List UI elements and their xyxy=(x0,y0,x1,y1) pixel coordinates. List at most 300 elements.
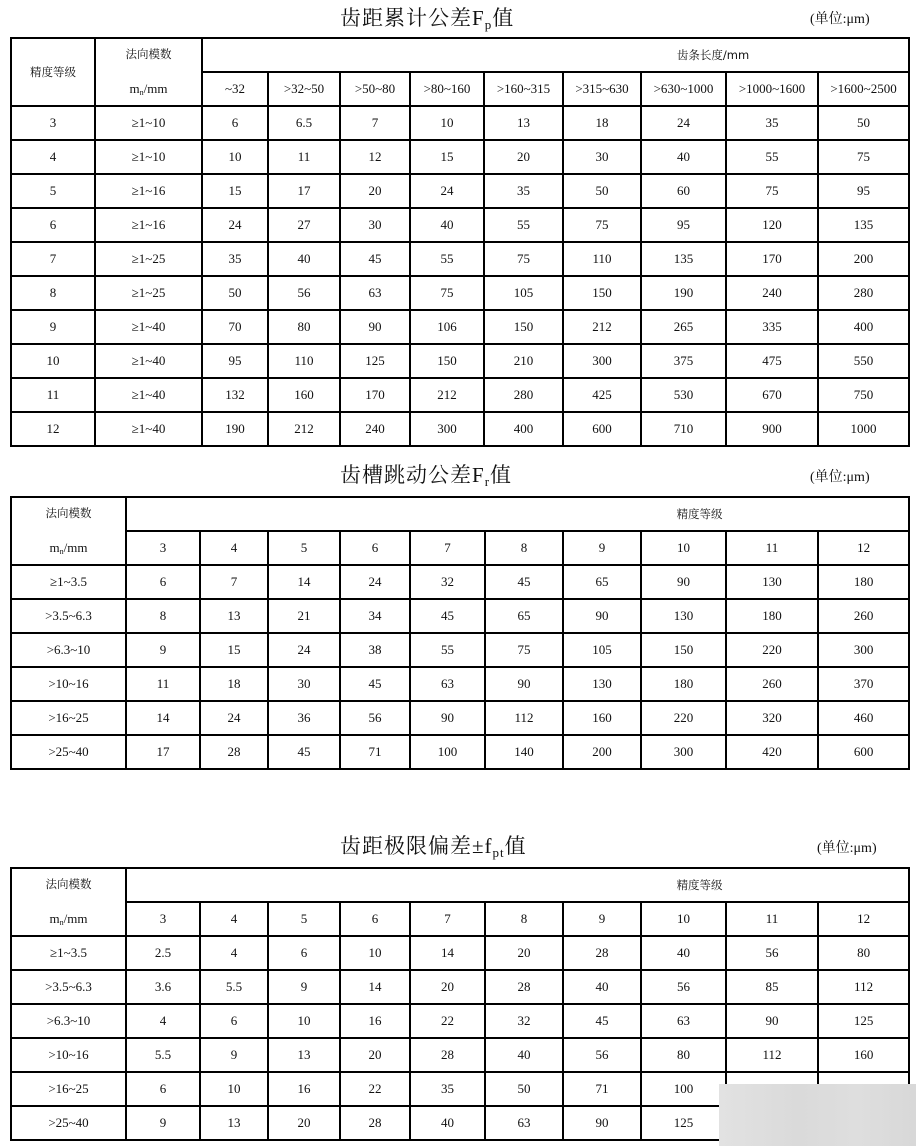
value-cell: 6 xyxy=(200,1004,268,1038)
value-cell: 90 xyxy=(410,701,485,735)
value-cell: 14 xyxy=(340,970,410,1004)
module-cell: ≥1~3.5 xyxy=(11,936,126,970)
value-cell: 160 xyxy=(563,701,641,735)
value-cell: 56 xyxy=(641,970,726,1004)
value-cell: 50 xyxy=(202,276,268,310)
value-cell: 40 xyxy=(485,1038,563,1072)
value-cell: 6 xyxy=(202,106,268,140)
value-cell: 280 xyxy=(484,378,563,412)
value-cell: 28 xyxy=(563,936,641,970)
value-cell: 20 xyxy=(340,174,410,208)
column-header: >50~80 xyxy=(340,72,410,106)
value-cell: 900 xyxy=(726,412,818,446)
value-cell: 170 xyxy=(726,242,818,276)
value-cell: 300 xyxy=(410,412,484,446)
table3-title-sub: pt xyxy=(492,845,505,860)
value-cell: 18 xyxy=(563,106,641,140)
value-cell: 90 xyxy=(340,310,410,344)
value-cell: 45 xyxy=(340,242,410,276)
value-cell: 7 xyxy=(200,565,268,599)
table-row xyxy=(11,970,909,1004)
value-cell: 24 xyxy=(202,208,268,242)
value-cell: 13 xyxy=(200,599,268,633)
value-cell: 12 xyxy=(340,140,410,174)
grade-cell: 5 xyxy=(11,174,95,208)
table-row xyxy=(11,735,909,769)
value-cell: 55 xyxy=(410,633,485,667)
value-cell: 100 xyxy=(410,735,485,769)
value-cell: 40 xyxy=(641,140,726,174)
grade-cell: 4 xyxy=(11,140,95,174)
value-cell: 38 xyxy=(340,633,410,667)
value-cell: 32 xyxy=(485,1004,563,1038)
value-cell: 750 xyxy=(818,378,909,412)
value-cell: 24 xyxy=(268,633,340,667)
value-cell: 9 xyxy=(200,1038,268,1072)
table3-unit: (单位:μm) xyxy=(817,841,877,856)
grade-cell: 11 xyxy=(11,378,95,412)
value-cell: 550 xyxy=(818,344,909,378)
value-cell: 180 xyxy=(818,565,909,599)
grade-cell: 8 xyxy=(11,276,95,310)
table-row xyxy=(11,701,909,735)
value-cell: 24 xyxy=(200,701,268,735)
value-cell: 55 xyxy=(410,242,484,276)
value-cell: 11 xyxy=(268,140,340,174)
value-cell: 10 xyxy=(202,140,268,174)
value-cell: 2.5 xyxy=(126,936,200,970)
table-row xyxy=(11,174,909,208)
table-row xyxy=(11,633,909,667)
value-cell: 710 xyxy=(641,412,726,446)
value-cell: 20 xyxy=(268,1106,340,1140)
table3-title xyxy=(340,830,527,861)
table-row xyxy=(11,106,909,140)
column-header: 12 xyxy=(818,531,909,565)
value-cell: 40 xyxy=(268,242,340,276)
value-cell: 100 xyxy=(641,1072,726,1106)
module-cell: >3.5~6.3 xyxy=(11,599,126,633)
table1-unit: (单位:μm) xyxy=(810,12,870,27)
value-cell: 9 xyxy=(126,1106,200,1140)
value-cell: 400 xyxy=(818,310,909,344)
value-cell: 22 xyxy=(410,1004,485,1038)
value-cell: 110 xyxy=(268,344,340,378)
value-cell: 375 xyxy=(641,344,726,378)
value-cell: 200 xyxy=(818,242,909,276)
value-cell: 63 xyxy=(340,276,410,310)
value-cell: 212 xyxy=(563,310,641,344)
value-cell: 6.5 xyxy=(268,106,340,140)
value-cell: 125 xyxy=(340,344,410,378)
module-cell: >10~16 xyxy=(11,1038,126,1072)
value-cell: 160 xyxy=(818,1038,909,1072)
table-row xyxy=(11,208,909,242)
table1-title-text: 齿距累计公差 xyxy=(340,6,472,30)
column-header: >32~50 xyxy=(268,72,340,106)
value-cell: 56 xyxy=(268,276,340,310)
value-cell: 36 xyxy=(268,701,340,735)
value-cell: 80 xyxy=(818,936,909,970)
value-cell: 17 xyxy=(268,174,340,208)
value-cell: 55 xyxy=(726,140,818,174)
table-row xyxy=(11,667,909,701)
value-cell: 35 xyxy=(484,174,563,208)
column-header: 9 xyxy=(563,531,641,565)
value-cell: 6 xyxy=(268,936,340,970)
value-cell: 112 xyxy=(726,1038,818,1072)
value-cell: 60 xyxy=(641,174,726,208)
value-cell: 180 xyxy=(641,667,726,701)
value-cell: 280 xyxy=(818,276,909,310)
value-cell: 34 xyxy=(340,599,410,633)
value-cell: 530 xyxy=(641,378,726,412)
value-cell: 10 xyxy=(268,1004,340,1038)
value-cell: 300 xyxy=(563,344,641,378)
value-cell: 370 xyxy=(818,667,909,701)
value-cell: 28 xyxy=(200,735,268,769)
value-cell: 30 xyxy=(268,667,340,701)
value-cell: 16 xyxy=(340,1004,410,1038)
value-cell: 212 xyxy=(268,412,340,446)
value-cell: 35 xyxy=(202,242,268,276)
column-header: 8 xyxy=(485,902,563,936)
column-header: >80~160 xyxy=(410,72,484,106)
column-header: 4 xyxy=(200,902,268,936)
column-header: 5 xyxy=(268,531,340,565)
value-cell: 21 xyxy=(268,599,340,633)
value-cell: 18 xyxy=(200,667,268,701)
module-cell: ≥1~16 xyxy=(95,208,202,242)
column-header: 8 xyxy=(485,531,563,565)
value-cell: 105 xyxy=(563,633,641,667)
module-cell: >25~40 xyxy=(11,735,126,769)
header-module-unit: mn/mm xyxy=(49,540,88,556)
column-header: 9 xyxy=(563,902,641,936)
module-cell: >10~16 xyxy=(11,667,126,701)
module-cell: ≥1~40 xyxy=(95,378,202,412)
value-cell: 220 xyxy=(641,701,726,735)
value-cell: 55 xyxy=(484,208,563,242)
header-module xyxy=(95,38,202,106)
value-cell: 24 xyxy=(410,174,484,208)
value-cell: 90 xyxy=(485,667,563,701)
value-cell: 32 xyxy=(410,565,485,599)
value-cell: 16 xyxy=(268,1072,340,1106)
header-module-cn: 法向模数 xyxy=(45,506,92,520)
value-cell: 132 xyxy=(202,378,268,412)
value-cell: 3.6 xyxy=(126,970,200,1004)
column-header: 10 xyxy=(641,902,726,936)
value-cell: 106 xyxy=(410,310,484,344)
value-cell: 112 xyxy=(485,701,563,735)
column-header: 7 xyxy=(410,902,485,936)
value-cell: 5.5 xyxy=(200,970,268,1004)
header-grade: 精度等级 xyxy=(11,38,95,106)
value-cell: 420 xyxy=(726,735,818,769)
header-precision-grade: 精度等级 xyxy=(126,868,909,902)
value-cell: 22 xyxy=(340,1072,410,1106)
table-row xyxy=(11,1004,909,1038)
value-cell: 260 xyxy=(726,667,818,701)
value-cell: 9 xyxy=(126,633,200,667)
value-cell: 95 xyxy=(202,344,268,378)
table3-title-suffix: 值 xyxy=(504,834,527,858)
module-cell: ≥1~40 xyxy=(95,412,202,446)
value-cell: 45 xyxy=(268,735,340,769)
column-header: >315~630 xyxy=(563,72,641,106)
table2-title-symbol: F xyxy=(472,463,485,487)
column-header: 6 xyxy=(340,531,410,565)
table-row xyxy=(11,140,909,174)
value-cell: 135 xyxy=(818,208,909,242)
value-cell: 180 xyxy=(726,599,818,633)
value-cell: 13 xyxy=(268,1038,340,1072)
value-cell: 65 xyxy=(563,565,641,599)
table-row xyxy=(11,242,909,276)
value-cell: 24 xyxy=(641,106,726,140)
value-cell: 75 xyxy=(485,633,563,667)
module-cell: ≥1~3.5 xyxy=(11,565,126,599)
module-cell: ≥1~10 xyxy=(95,140,202,174)
value-cell: 90 xyxy=(563,599,641,633)
grade-cell: 12 xyxy=(11,412,95,446)
value-cell: 10 xyxy=(200,1072,268,1106)
value-cell: 212 xyxy=(410,378,484,412)
value-cell: 8 xyxy=(126,599,200,633)
value-cell: 63 xyxy=(410,667,485,701)
column-header: >1000~1600 xyxy=(726,72,818,106)
column-header: 10 xyxy=(641,531,726,565)
value-cell: 20 xyxy=(484,140,563,174)
value-cell: 200 xyxy=(563,735,641,769)
grade-cell: 3 xyxy=(11,106,95,140)
header-module-unit: mn/mm xyxy=(49,911,88,927)
column-header: 6 xyxy=(340,902,410,936)
value-cell: 150 xyxy=(410,344,484,378)
value-cell: 75 xyxy=(818,140,909,174)
header-module-unit: mn/mm xyxy=(129,81,168,97)
header-module-cn: 法向模数 xyxy=(45,877,92,891)
table-row xyxy=(11,344,909,378)
value-cell: 45 xyxy=(563,1004,641,1038)
value-cell: 190 xyxy=(202,412,268,446)
header-rack-length: 齿条长度/mm xyxy=(202,38,909,72)
value-cell: 210 xyxy=(484,344,563,378)
grade-cell: 10 xyxy=(11,344,95,378)
value-cell: 335 xyxy=(726,310,818,344)
value-cell: 45 xyxy=(485,565,563,599)
table1-title-symbol: F xyxy=(472,6,485,30)
value-cell: 40 xyxy=(410,1106,485,1140)
value-cell: 65 xyxy=(485,599,563,633)
value-cell: 460 xyxy=(818,701,909,735)
module-cell: ≥1~40 xyxy=(95,344,202,378)
value-cell: 13 xyxy=(200,1106,268,1140)
value-cell: 95 xyxy=(818,174,909,208)
value-cell: 4 xyxy=(126,1004,200,1038)
watermark-overlay xyxy=(719,1084,916,1146)
table1-title xyxy=(340,2,514,33)
table2-title xyxy=(340,459,512,490)
value-cell: 50 xyxy=(818,106,909,140)
value-cell: 320 xyxy=(726,701,818,735)
value-cell: 15 xyxy=(200,633,268,667)
value-cell: 45 xyxy=(410,599,485,633)
value-cell: 15 xyxy=(202,174,268,208)
value-cell: 90 xyxy=(726,1004,818,1038)
value-cell: 71 xyxy=(563,1072,641,1106)
value-cell: 13 xyxy=(484,106,563,140)
value-cell: 30 xyxy=(563,140,641,174)
column-header: ~32 xyxy=(202,72,268,106)
value-cell: 112 xyxy=(818,970,909,1004)
value-cell: 220 xyxy=(726,633,818,667)
value-cell: 95 xyxy=(641,208,726,242)
table-row xyxy=(11,599,909,633)
value-cell: 670 xyxy=(726,378,818,412)
table-row xyxy=(11,565,909,599)
value-cell: 75 xyxy=(726,174,818,208)
value-cell: 28 xyxy=(340,1106,410,1140)
value-cell: 140 xyxy=(485,735,563,769)
value-cell: 85 xyxy=(726,970,818,1004)
value-cell: 130 xyxy=(641,599,726,633)
value-cell: 170 xyxy=(340,378,410,412)
value-cell: 6 xyxy=(126,565,200,599)
value-cell: 63 xyxy=(485,1106,563,1140)
table3-title-symbol: f xyxy=(484,834,493,858)
module-cell: ≥1~40 xyxy=(95,310,202,344)
value-cell: 71 xyxy=(340,735,410,769)
value-cell: 40 xyxy=(563,970,641,1004)
value-cell: 14 xyxy=(126,701,200,735)
table1-fp-tolerance xyxy=(10,37,910,447)
value-cell: 300 xyxy=(641,735,726,769)
column-header: >630~1000 xyxy=(641,72,726,106)
value-cell: 11 xyxy=(126,667,200,701)
value-cell: 5.5 xyxy=(126,1038,200,1072)
value-cell: 120 xyxy=(726,208,818,242)
value-cell: 56 xyxy=(726,936,818,970)
value-cell: 110 xyxy=(563,242,641,276)
value-cell: 425 xyxy=(563,378,641,412)
value-cell: 150 xyxy=(641,633,726,667)
value-cell: 600 xyxy=(563,412,641,446)
module-cell: >25~40 xyxy=(11,1106,126,1140)
value-cell: 35 xyxy=(726,106,818,140)
value-cell: 14 xyxy=(268,565,340,599)
module-cell: >3.5~6.3 xyxy=(11,970,126,1004)
module-cell: >6.3~10 xyxy=(11,1004,126,1038)
value-cell: 130 xyxy=(563,667,641,701)
module-cell: ≥1~25 xyxy=(95,242,202,276)
column-header: >1600~2500 xyxy=(818,72,909,106)
value-cell: 45 xyxy=(340,667,410,701)
value-cell: 105 xyxy=(484,276,563,310)
value-cell: 9 xyxy=(268,970,340,1004)
header-module xyxy=(11,497,126,565)
value-cell: 10 xyxy=(410,106,484,140)
value-cell: 56 xyxy=(340,701,410,735)
header-precision-grade: 精度等级 xyxy=(126,497,909,531)
table2-title-suffix: 值 xyxy=(490,463,513,487)
value-cell: 75 xyxy=(563,208,641,242)
grade-cell: 6 xyxy=(11,208,95,242)
value-cell: 600 xyxy=(818,735,909,769)
column-header: 11 xyxy=(726,902,818,936)
module-cell: >16~25 xyxy=(11,701,126,735)
table2-unit: (单位:μm) xyxy=(810,470,870,485)
value-cell: 6 xyxy=(126,1072,200,1106)
value-cell: 27 xyxy=(268,208,340,242)
column-header: 11 xyxy=(726,531,818,565)
value-cell: 20 xyxy=(340,1038,410,1072)
column-header: 3 xyxy=(126,531,200,565)
module-cell: >16~25 xyxy=(11,1072,126,1106)
table-row xyxy=(11,276,909,310)
value-cell: 30 xyxy=(340,208,410,242)
value-cell: 40 xyxy=(641,936,726,970)
grade-cell: 9 xyxy=(11,310,95,344)
value-cell: 190 xyxy=(641,276,726,310)
value-cell: 56 xyxy=(563,1038,641,1072)
table-row xyxy=(11,378,909,412)
value-cell: 80 xyxy=(641,1038,726,1072)
value-cell: 300 xyxy=(818,633,909,667)
value-cell: 10 xyxy=(340,936,410,970)
value-cell: 50 xyxy=(563,174,641,208)
value-cell: 150 xyxy=(484,310,563,344)
value-cell: 7 xyxy=(340,106,410,140)
value-cell: 50 xyxy=(485,1072,563,1106)
value-cell: 20 xyxy=(410,970,485,1004)
value-cell: 70 xyxy=(202,310,268,344)
column-header: 5 xyxy=(268,902,340,936)
table3-title-text: 齿距极限偏差± xyxy=(340,834,485,858)
table2-title-sub: r xyxy=(484,474,491,489)
value-cell: 28 xyxy=(410,1038,485,1072)
table1-title-sub: p xyxy=(484,17,493,32)
table2-fr-tolerance xyxy=(10,496,910,770)
value-cell: 75 xyxy=(484,242,563,276)
value-cell: 4 xyxy=(200,936,268,970)
column-header: 7 xyxy=(410,531,485,565)
module-cell: ≥1~25 xyxy=(95,276,202,310)
table-row xyxy=(11,936,909,970)
table-row xyxy=(11,1038,909,1072)
value-cell: 40 xyxy=(410,208,484,242)
value-cell: 400 xyxy=(484,412,563,446)
value-cell: 130 xyxy=(726,565,818,599)
value-cell: 240 xyxy=(726,276,818,310)
header-module xyxy=(11,868,126,936)
column-header: >160~315 xyxy=(484,72,563,106)
value-cell: 125 xyxy=(818,1004,909,1038)
value-cell: 1000 xyxy=(818,412,909,446)
value-cell: 80 xyxy=(268,310,340,344)
table2-title-text: 齿槽跳动公差 xyxy=(340,463,472,487)
column-header: 4 xyxy=(200,531,268,565)
value-cell: 150 xyxy=(563,276,641,310)
value-cell: 20 xyxy=(485,936,563,970)
value-cell: 75 xyxy=(410,276,484,310)
header-module-cn: 法向模数 xyxy=(125,47,172,61)
module-cell: ≥1~16 xyxy=(95,174,202,208)
value-cell: 240 xyxy=(340,412,410,446)
column-header: 12 xyxy=(818,902,909,936)
value-cell: 63 xyxy=(641,1004,726,1038)
